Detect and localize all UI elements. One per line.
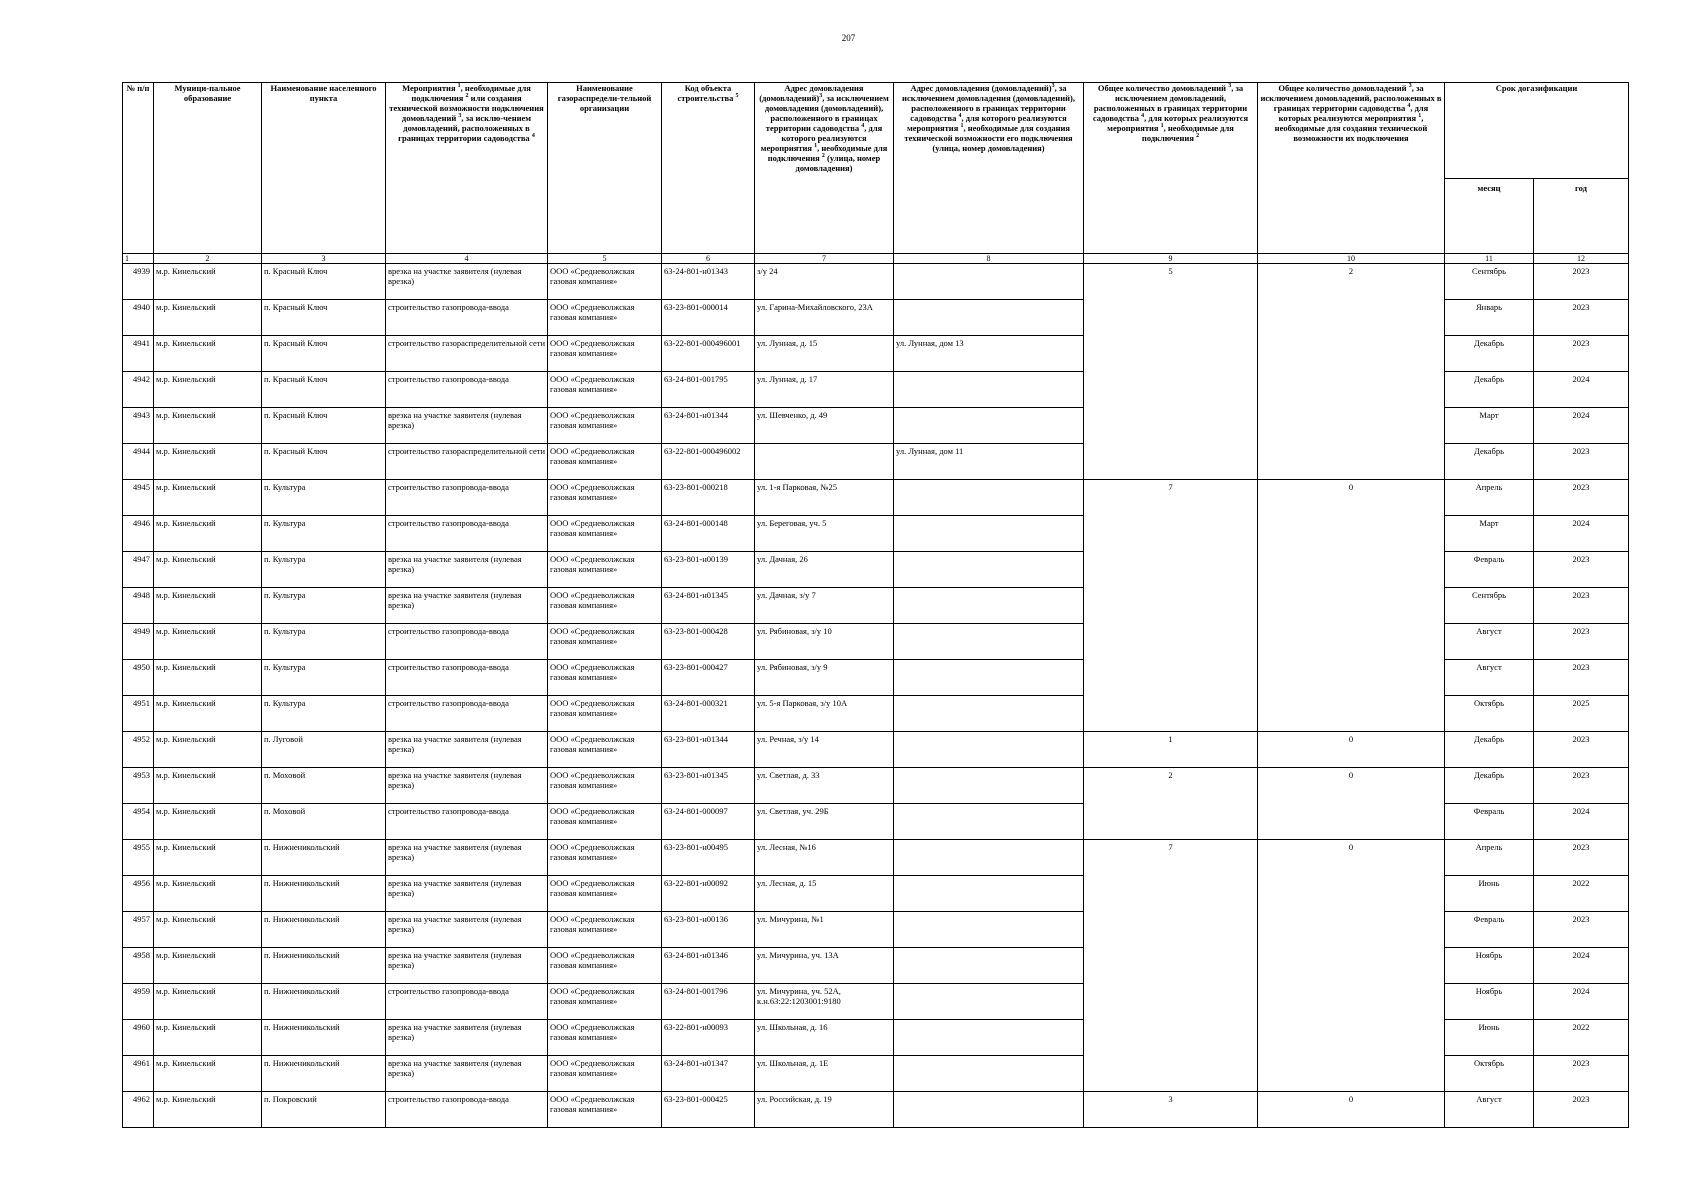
column-number: 6: [662, 254, 755, 264]
row-address-technical: [894, 804, 1084, 840]
row-year: 2024: [1534, 984, 1629, 1020]
row-object-code: 63-24-801-001796: [662, 984, 755, 1020]
header-object-code: Код объекта строительства $^5$: [662, 83, 755, 254]
row-month: Декабрь: [1445, 372, 1534, 408]
row-event: строительство газопровода-ввода: [386, 372, 548, 408]
group-count-technical: 0: [1258, 1092, 1445, 1128]
row-year: 2022: [1534, 1020, 1629, 1056]
row-year: 2023: [1534, 768, 1629, 804]
row-year: 2024: [1534, 516, 1629, 552]
row-event: строительство газопровода-ввода: [386, 696, 548, 732]
row-address-connection: [755, 444, 894, 480]
row-event: врезка на участке заявителя (нулевая врезка): [386, 1020, 548, 1056]
row-settlement: п. Красный Ключ: [262, 336, 386, 372]
row-address-technical: [894, 732, 1084, 768]
group-count-technical: 0: [1258, 480, 1445, 732]
row-address-technical: [894, 480, 1084, 516]
row-index: 4947: [123, 552, 154, 588]
row-year: 2023: [1534, 1092, 1629, 1128]
row-month: Август: [1445, 660, 1534, 696]
row-month: Апрель: [1445, 480, 1534, 516]
column-number: 2: [154, 254, 262, 264]
row-organization: ООО «Средневолжская газовая компания»: [548, 732, 662, 768]
row-year: 2023: [1534, 588, 1629, 624]
group-count-technical: 0: [1258, 732, 1445, 768]
row-index: 4942: [123, 372, 154, 408]
row-municipality: м.р. Кинельский: [154, 408, 262, 444]
row-index: 4960: [123, 1020, 154, 1056]
header-deadline: Срок догазификации: [1445, 83, 1629, 179]
row-address-technical: [894, 624, 1084, 660]
row-object-code: 63-23-801-000428: [662, 624, 755, 660]
row-event: врезка на участке заявителя (нулевая врезка): [386, 588, 548, 624]
row-year: 2023: [1534, 264, 1629, 300]
row-year: 2024: [1534, 408, 1629, 444]
row-event: строительство газопровода-ввода: [386, 984, 548, 1020]
row-index: 4962: [123, 1092, 154, 1128]
column-number: 8: [894, 254, 1084, 264]
column-number: 7: [755, 254, 894, 264]
header-count-connection: Общее количество домовладений $^3$, за исключением домовладений, расположенных в границах территории садоводства $^4$, для которых реализуются мероприятия $^1$, необходимые для подключения $^2$: [1084, 83, 1258, 254]
row-settlement: п. Культура: [262, 624, 386, 660]
row-organization: ООО «Средневолжская газовая компания»: [548, 984, 662, 1020]
row-object-code: 63-23-801-н00139: [662, 552, 755, 588]
row-municipality: м.р. Кинельский: [154, 732, 262, 768]
row-object-code: 63-23-801-н01345: [662, 768, 755, 804]
row-index: 4943: [123, 408, 154, 444]
column-number: 5: [548, 254, 662, 264]
row-settlement: п. Моховой: [262, 768, 386, 804]
row-month: Июнь: [1445, 1020, 1534, 1056]
row-year: 2023: [1534, 912, 1629, 948]
row-settlement: п. Моховой: [262, 804, 386, 840]
row-index: 4951: [123, 696, 154, 732]
group-count-connection: 7: [1084, 840, 1258, 1092]
row-address-connection: з/у 24: [755, 264, 894, 300]
row-index: 4940: [123, 300, 154, 336]
row-address-technical: [894, 588, 1084, 624]
row-month: Сентябрь: [1445, 588, 1534, 624]
row-municipality: м.р. Кинельский: [154, 300, 262, 336]
row-address-technical: ул. Лунная, дом 13: [894, 336, 1084, 372]
group-count-connection: 2: [1084, 768, 1258, 840]
row-settlement: п. Нижненикольский: [262, 984, 386, 1020]
page-number: 207: [841, 33, 856, 43]
row-object-code: 63-24-801-н01344: [662, 408, 755, 444]
group-count-technical: 2: [1258, 264, 1445, 480]
table-row: [123, 1092, 1629, 1128]
row-address-technical: [894, 912, 1084, 948]
row-event: строительство газопровода-ввода: [386, 1092, 548, 1128]
table-row: [123, 480, 1629, 516]
row-year: 2023: [1534, 480, 1629, 516]
row-month: Август: [1445, 1092, 1534, 1128]
row-address-technical: [894, 840, 1084, 876]
row-organization: ООО «Средневолжская газовая компания»: [548, 912, 662, 948]
row-month: Февраль: [1445, 912, 1534, 948]
row-address-technical: [894, 516, 1084, 552]
row-month: Февраль: [1445, 552, 1534, 588]
header-address-connection: Адрес домовладения (домовладений)$^3$, за исключением домовладения (домовладений), расположенного в границах территории садоводства $^4$, для которого реализуются мероприятия $^1$, необходимые для подключения $^2$ (улица, номер домовладения): [755, 83, 894, 254]
table-row: [123, 732, 1629, 768]
row-object-code: 63-24-801-н01346: [662, 948, 755, 984]
row-index: 4948: [123, 588, 154, 624]
row-municipality: м.р. Кинельский: [154, 768, 262, 804]
row-settlement: п. Красный Ключ: [262, 372, 386, 408]
row-organization: ООО «Средневолжская газовая компания»: [548, 1020, 662, 1056]
row-address-connection: ул. Светлая, уч. 29Б: [755, 804, 894, 840]
column-number: 10: [1258, 254, 1445, 264]
row-event: строительство газопровода-ввода: [386, 624, 548, 660]
row-settlement: п. Красный Ключ: [262, 300, 386, 336]
header-organization: Наименование газораспредели-тельной организации: [548, 83, 662, 254]
row-address-connection: ул. Светлая, д. 33: [755, 768, 894, 804]
row-address-connection: ул. Мичурина, уч. 13А: [755, 948, 894, 984]
row-object-code: 63-24-801-000148: [662, 516, 755, 552]
row-index: 4950: [123, 660, 154, 696]
row-year: 2022: [1534, 876, 1629, 912]
row-index: 4961: [123, 1056, 154, 1092]
row-settlement: п. Нижненикольский: [262, 840, 386, 876]
table-body: [123, 264, 1629, 1128]
row-settlement: п. Культура: [262, 588, 386, 624]
table-row: [123, 840, 1629, 876]
row-index: 4949: [123, 624, 154, 660]
row-index: 4944: [123, 444, 154, 480]
row-year: 2023: [1534, 840, 1629, 876]
row-event: строительство газораспределительной сети: [386, 444, 548, 480]
header-settlement: Наименование населенного пункта: [262, 83, 386, 254]
row-organization: ООО «Средневолжская газовая компания»: [548, 444, 662, 480]
row-organization: ООО «Средневолжская газовая компания»: [548, 300, 662, 336]
row-address-technical: [894, 1020, 1084, 1056]
row-organization: ООО «Средневолжская газовая компания»: [548, 624, 662, 660]
row-event: врезка на участке заявителя (нулевая врезка): [386, 768, 548, 804]
row-month: Декабрь: [1445, 444, 1534, 480]
row-municipality: м.р. Кинельский: [154, 336, 262, 372]
row-address-connection: ул. Школьная, д. 16: [755, 1020, 894, 1056]
row-year: 2024: [1534, 948, 1629, 984]
row-event: врезка на участке заявителя (нулевая врезка): [386, 1056, 548, 1092]
row-object-code: 63-23-801-н01344: [662, 732, 755, 768]
row-month: Ноябрь: [1445, 984, 1534, 1020]
row-event: врезка на участке заявителя (нулевая врезка): [386, 552, 548, 588]
row-month: Февраль: [1445, 804, 1534, 840]
row-address-technical: [894, 264, 1084, 300]
group-count-technical: 0: [1258, 768, 1445, 840]
row-month: Сентябрь: [1445, 264, 1534, 300]
row-organization: ООО «Средневолжская газовая компания»: [548, 768, 662, 804]
row-object-code: 63-24-801-н01347: [662, 1056, 755, 1092]
row-object-code: 63-23-801-000425: [662, 1092, 755, 1128]
header-events: Мероприятия $^1$, необходимые для подключения $^2$ или создания технической возможности подключения домовладений $^3$, за исклю-чением домовладений, расположенных в границах территории садоводства $^4$: [386, 83, 548, 254]
row-municipality: м.р. Кинельский: [154, 552, 262, 588]
row-object-code: 63-22-801-н00092: [662, 876, 755, 912]
row-settlement: п. Нижненикольский: [262, 876, 386, 912]
group-count-connection: 1: [1084, 732, 1258, 768]
row-year: 2023: [1534, 552, 1629, 588]
row-month: Декабрь: [1445, 768, 1534, 804]
row-organization: ООО «Средневолжская газовая компания»: [548, 372, 662, 408]
row-municipality: м.р. Кинельский: [154, 696, 262, 732]
row-address-technical: [894, 1092, 1084, 1128]
row-index: 4959: [123, 984, 154, 1020]
row-event: строительство газопровода-ввода: [386, 516, 548, 552]
row-index: 4952: [123, 732, 154, 768]
row-organization: ООО «Средневолжская газовая компания»: [548, 948, 662, 984]
row-month: Март: [1445, 516, 1534, 552]
row-event: строительство газопровода-ввода: [386, 660, 548, 696]
row-municipality: м.р. Кинельский: [154, 588, 262, 624]
row-month: Апрель: [1445, 840, 1534, 876]
header-count-technical: Общее количество домовладений $^3$, за исключением домовладений, расположенных в границах территории садоводства $^4$, для которых реализуются мероприятия $^1$, необходимые для создания технической возможности их подключения: [1258, 83, 1445, 254]
row-settlement: п. Луговой: [262, 732, 386, 768]
row-month: Октябрь: [1445, 1056, 1534, 1092]
row-address-technical: [894, 696, 1084, 732]
row-settlement: п. Культура: [262, 696, 386, 732]
row-municipality: м.р. Кинельский: [154, 444, 262, 480]
row-object-code: 63-22-801-000496002: [662, 444, 755, 480]
row-event: врезка на участке заявителя (нулевая врезка): [386, 948, 548, 984]
row-address-connection: ул. Мичурина, №1: [755, 912, 894, 948]
row-address-connection: ул. Дачная, 26: [755, 552, 894, 588]
row-address-connection: ул. Лесная, д. 15: [755, 876, 894, 912]
row-event: врезка на участке заявителя (нулевая врезка): [386, 876, 548, 912]
row-year: 2023: [1534, 336, 1629, 372]
row-municipality: м.р. Кинельский: [154, 516, 262, 552]
table-row: [123, 768, 1629, 804]
row-month: Октябрь: [1445, 696, 1534, 732]
row-municipality: м.р. Кинельский: [154, 948, 262, 984]
row-object-code: 63-23-801-н00136: [662, 912, 755, 948]
header-address-technical: Адрес домовладения (домовладений)$^3$, за исключением домовладения (домовладений), расположенного в границах территории садоводства $^4$, для которого реализуются мероприятия $^1$, необходимые для создания технической возможности его подключения (улица, номер домовладения): [894, 83, 1084, 254]
row-address-technical: [894, 876, 1084, 912]
row-month: Июнь: [1445, 876, 1534, 912]
row-event: врезка на участке заявителя (нулевая врезка): [386, 840, 548, 876]
row-municipality: м.р. Кинельский: [154, 912, 262, 948]
header-year: год: [1534, 179, 1629, 254]
row-municipality: м.р. Кинельский: [154, 1056, 262, 1092]
row-year: 2025: [1534, 696, 1629, 732]
row-address-connection: ул. Рябиновая, з/у 10: [755, 624, 894, 660]
row-organization: ООО «Средневолжская газовая компания»: [548, 876, 662, 912]
row-index: 4955: [123, 840, 154, 876]
row-year: 2023: [1534, 660, 1629, 696]
row-index: 4945: [123, 480, 154, 516]
row-address-technical: [894, 552, 1084, 588]
row-address-connection: ул. Береговая, уч. 5: [755, 516, 894, 552]
header-month: месяц: [1445, 179, 1534, 254]
row-organization: ООО «Средневолжская газовая компания»: [548, 1092, 662, 1128]
row-settlement: п. Красный Ключ: [262, 264, 386, 300]
row-address-technical: [894, 948, 1084, 984]
row-event: врезка на участке заявителя (нулевая врезка): [386, 408, 548, 444]
row-municipality: м.р. Кинельский: [154, 984, 262, 1020]
row-municipality: м.р. Кинельский: [154, 624, 262, 660]
row-address-connection: ул. Школьная, д. 1Е: [755, 1056, 894, 1092]
row-address-connection: ул. Лунная, д. 17: [755, 372, 894, 408]
group-count-connection: 5: [1084, 264, 1258, 480]
row-municipality: м.р. Кинельский: [154, 1092, 262, 1128]
row-index: 4941: [123, 336, 154, 372]
table-row: [123, 264, 1629, 300]
row-index: 4958: [123, 948, 154, 984]
row-object-code: 63-24-801-н01345: [662, 588, 755, 624]
row-organization: ООО «Средневолжская газовая компания»: [548, 264, 662, 300]
row-event: строительство газопровода-ввода: [386, 804, 548, 840]
row-object-code: 63-22-801-000496001: [662, 336, 755, 372]
row-event: строительство газораспределительной сети: [386, 336, 548, 372]
row-address-technical: [894, 408, 1084, 444]
column-number: 4: [386, 254, 548, 264]
row-address-connection: ул. Дачная, з/у 7: [755, 588, 894, 624]
row-settlement: п. Нижненикольский: [262, 948, 386, 984]
row-object-code: 63-23-801-000427: [662, 660, 755, 696]
row-settlement: п. Нижненикольский: [262, 1020, 386, 1056]
row-address-connection: ул. Рябиновая, з/у 9: [755, 660, 894, 696]
column-number: 12: [1534, 254, 1629, 264]
row-address-technical: [894, 984, 1084, 1020]
row-object-code: 63-22-801-н00093: [662, 1020, 755, 1056]
row-municipality: м.р. Кинельский: [154, 876, 262, 912]
row-address-connection: ул. Шевченко, д. 49: [755, 408, 894, 444]
row-year: 2023: [1534, 300, 1629, 336]
row-organization: ООО «Средневолжская газовая компания»: [548, 696, 662, 732]
row-address-technical: ул. Лунная, дом 11: [894, 444, 1084, 480]
group-count-technical: 0: [1258, 840, 1445, 1092]
row-address-connection: ул. Российская, д. 19: [755, 1092, 894, 1128]
row-year: 2024: [1534, 804, 1629, 840]
row-settlement: п. Культура: [262, 480, 386, 516]
row-organization: ООО «Средневолжская газовая компания»: [548, 804, 662, 840]
row-address-connection: ул. Гарина-Михайловского, 23А: [755, 300, 894, 336]
row-organization: ООО «Средневолжская газовая компания»: [548, 1056, 662, 1092]
column-number: 1: [123, 254, 154, 264]
row-address-connection: ул. Мичурина, уч. 52А, к.н.63:22:1203001:9180: [755, 984, 894, 1020]
column-number: 9: [1084, 254, 1258, 264]
row-index: 4939: [123, 264, 154, 300]
row-organization: ООО «Средневолжская газовая компания»: [548, 408, 662, 444]
row-settlement: п. Нижненикольский: [262, 1056, 386, 1092]
row-settlement: п. Красный Ключ: [262, 444, 386, 480]
row-municipality: м.р. Кинельский: [154, 372, 262, 408]
row-event: врезка на участке заявителя (нулевая врезка): [386, 264, 548, 300]
row-municipality: м.р. Кинельский: [154, 1020, 262, 1056]
row-year: 2023: [1534, 732, 1629, 768]
row-year: 2024: [1534, 372, 1629, 408]
row-object-code: 63-24-801-н01343: [662, 264, 755, 300]
row-object-code: 63-24-801-001795: [662, 372, 755, 408]
group-count-connection: 7: [1084, 480, 1258, 732]
row-month: Декабрь: [1445, 732, 1534, 768]
row-year: 2023: [1534, 444, 1629, 480]
row-month: Декабрь: [1445, 336, 1534, 372]
row-event: врезка на участке заявителя (нулевая врезка): [386, 912, 548, 948]
row-address-technical: [894, 300, 1084, 336]
row-municipality: м.р. Кинельский: [154, 804, 262, 840]
gasification-table: [122, 82, 1629, 1128]
row-address-technical: [894, 372, 1084, 408]
row-address-connection: ул. Лунная, д. 15: [755, 336, 894, 372]
column-number: 3: [262, 254, 386, 264]
row-address-connection: ул. Речная, з/у 14: [755, 732, 894, 768]
row-address-technical: [894, 768, 1084, 804]
row-index: 4954: [123, 804, 154, 840]
row-settlement: п. Нижненикольский: [262, 912, 386, 948]
row-settlement: п. Культура: [262, 552, 386, 588]
row-municipality: м.р. Кинельский: [154, 264, 262, 300]
row-month: Август: [1445, 624, 1534, 660]
row-index: 4956: [123, 876, 154, 912]
row-organization: ООО «Средневолжская газовая компания»: [548, 480, 662, 516]
row-year: 2023: [1534, 1056, 1629, 1092]
row-organization: ООО «Средневолжская газовая компания»: [548, 336, 662, 372]
row-object-code: 63-23-801-н00495: [662, 840, 755, 876]
row-municipality: м.р. Кинельский: [154, 660, 262, 696]
row-organization: ООО «Средневолжская газовая компания»: [548, 840, 662, 876]
row-settlement: п. Культура: [262, 516, 386, 552]
row-year: 2023: [1534, 624, 1629, 660]
column-numbers-row: [123, 254, 1629, 264]
header-municipality: Муници-пальное образование: [154, 83, 262, 254]
row-address-technical: [894, 1056, 1084, 1092]
row-settlement: п. Культура: [262, 660, 386, 696]
row-object-code: 63-24-801-000097: [662, 804, 755, 840]
row-object-code: 63-23-801-000218: [662, 480, 755, 516]
row-month: Ноябрь: [1445, 948, 1534, 984]
row-object-code: 63-24-801-000321: [662, 696, 755, 732]
row-month: Январь: [1445, 300, 1534, 336]
row-organization: ООО «Средневолжская газовая компания»: [548, 552, 662, 588]
group-count-connection: 3: [1084, 1092, 1258, 1128]
row-index: 4946: [123, 516, 154, 552]
row-municipality: м.р. Кинельский: [154, 480, 262, 516]
row-index: 4953: [123, 768, 154, 804]
row-event: строительство газопровода-ввода: [386, 300, 548, 336]
row-event: врезка на участке заявителя (нулевая врезка): [386, 732, 548, 768]
column-number: 11: [1445, 254, 1534, 264]
row-settlement: п. Красный Ключ: [262, 408, 386, 444]
row-address-connection: ул. Лесная, №16: [755, 840, 894, 876]
header-row: [123, 83, 1629, 179]
row-address-connection: ул. 5-я Парковая, з/у 10А: [755, 696, 894, 732]
header-index: № п/п: [123, 83, 154, 254]
row-index: 4957: [123, 912, 154, 948]
row-address-technical: [894, 660, 1084, 696]
row-month: Март: [1445, 408, 1534, 444]
row-object-code: 63-23-801-000014: [662, 300, 755, 336]
row-organization: ООО «Средневолжская газовая компания»: [548, 660, 662, 696]
row-address-connection: ул. 1-я Парковая, №25: [755, 480, 894, 516]
row-municipality: м.р. Кинельский: [154, 840, 262, 876]
row-organization: ООО «Средневолжская газовая компания»: [548, 588, 662, 624]
row-organization: ООО «Средневолжская газовая компания»: [548, 516, 662, 552]
row-settlement: п. Покровский: [262, 1092, 386, 1128]
row-event: строительство газопровода-ввода: [386, 480, 548, 516]
